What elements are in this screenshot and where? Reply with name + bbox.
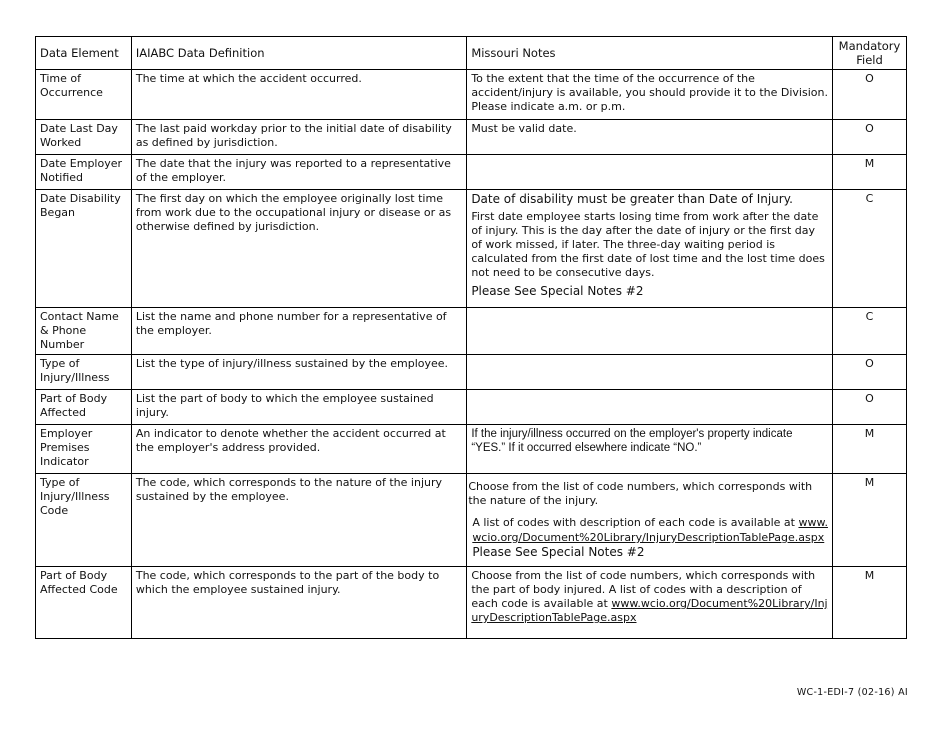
table-row xyxy=(36,567,907,639)
row-definition: The last paid workday prior to the initial date of disability as defined by jurisdiction. xyxy=(131,120,466,155)
table-row xyxy=(36,425,907,474)
row-definition: The first day on which the employee originally lost time from work due to the occupational injury or disease or as otherwise defined by jurisdiction. xyxy=(131,190,466,308)
row-missouri-notes xyxy=(467,355,833,390)
table-row xyxy=(36,70,907,120)
row-missouri-notes xyxy=(467,425,833,474)
row-mandatory: O xyxy=(833,70,907,120)
row-mandatory: O xyxy=(833,390,907,425)
row-element: Part of Body Affected Code xyxy=(36,567,132,639)
row-missouri-notes xyxy=(467,155,833,190)
row-definition: The code, which corresponds to the part of the body to which the employee sustained injury. xyxy=(131,567,466,639)
note-text: Choose from the list of code numbers, which corresponds with the nature of the injury. xyxy=(468,480,813,507)
row-element: Date Disability Began xyxy=(36,190,132,308)
row-definition: List the part of body to which the employee sustained injury. xyxy=(131,390,466,425)
table-row xyxy=(36,390,907,425)
special-notes-reference: Please See Special Notes #2 xyxy=(472,545,645,559)
row-element: Date Last Day Worked xyxy=(36,120,132,155)
row-definition: The date that the injury was reported to a representative of the employer. xyxy=(131,155,466,190)
row-mandatory: M xyxy=(833,567,907,639)
row-mandatory: M xyxy=(833,425,907,474)
row-definition: The time at which the accident occurred. xyxy=(131,70,466,120)
row-missouri-notes xyxy=(467,190,833,308)
row-mandatory: C xyxy=(833,190,907,308)
row-element: Employer Premises Indicator xyxy=(36,425,132,474)
note-text: To the extent that the time of the occurrence of the accident/injury is available, you should provide it to the Division. Please indicate a.m. or p.m. xyxy=(471,72,828,113)
header-data-element: Data Element xyxy=(36,37,132,70)
header-mandatory-field: Mandatory Field xyxy=(833,37,907,70)
row-element: Time of Occurrence xyxy=(36,70,132,120)
note-text: If the injury/illness occurred on the employer's property indicate “YES.” If it occurred elsewhere indicate “NO.” xyxy=(471,428,793,454)
row-element: Part of Body Affected xyxy=(36,390,132,425)
row-missouri-notes xyxy=(467,474,833,567)
row-element: Type of Injury/Illness xyxy=(36,355,132,390)
note-text: A list of codes with description of each code is available at xyxy=(472,516,795,529)
row-missouri-notes xyxy=(467,567,833,639)
row-definition: List the type of injury/illness sustained by the employee. xyxy=(131,355,466,390)
row-missouri-notes xyxy=(467,70,833,120)
row-mandatory: O xyxy=(833,355,907,390)
row-element: Date Employer Notified xyxy=(36,155,132,190)
row-missouri-notes xyxy=(467,390,833,425)
row-definition: An indicator to denote whether the accident occurred at the employer's address provided. xyxy=(131,425,466,474)
note-text: Date of disability must be greater than Date of Injury. xyxy=(471,192,793,206)
table-row xyxy=(36,190,907,308)
row-mandatory: M xyxy=(833,474,907,567)
table-row xyxy=(36,120,907,155)
special-notes-reference: Please See Special Notes #2 xyxy=(471,284,644,298)
note-text: Must be valid date. xyxy=(471,122,577,135)
data-element-table xyxy=(35,36,907,639)
row-missouri-notes xyxy=(467,120,833,155)
row-element: Type of Injury/Illness Code xyxy=(36,474,132,567)
header-iaiabc-definition: IAIABC Data Definition xyxy=(131,37,466,70)
row-missouri-notes xyxy=(467,308,833,355)
table-row xyxy=(36,155,907,190)
note-link-paragraph xyxy=(468,516,828,560)
row-definition: The code, which corresponds to the nature of the injury sustained by the employee. xyxy=(131,474,466,567)
row-definition: List the name and phone number for a representative of the employer. xyxy=(131,308,466,355)
row-mandatory: C xyxy=(833,308,907,355)
injury-description-link[interactable]: www.wcio.org/Document%20Library/InjuryDescriptionTablePage.aspx xyxy=(472,516,828,544)
note-text: First date employee starts losing time from work after the date of injury. This is the day after the date of injury or the first day of work missed, if later. The three-day waiting period is calculated from the first date of lost time and the lost time does not need to be consecutive days. xyxy=(471,210,825,279)
header-missouri-notes: Missouri Notes xyxy=(467,37,833,70)
body-part-link[interactable]: www.wcio.org/Document%20Library/InjuryDescriptionTablePage.aspx xyxy=(471,597,828,624)
note-link-paragraph xyxy=(471,569,828,625)
form-number-footer: WC-1-EDI-7 (02-16) AI xyxy=(796,687,908,698)
row-mandatory: M xyxy=(833,155,907,190)
table-row xyxy=(36,474,907,567)
row-mandatory: O xyxy=(833,120,907,155)
table-row xyxy=(36,308,907,355)
row-element: Contact Name & Phone Number xyxy=(36,308,132,355)
table-row xyxy=(36,355,907,390)
note-text: Choose from the list of code numbers, which corresponds with the part of body injured. A list of codes with a description of each code is available at xyxy=(471,569,816,610)
